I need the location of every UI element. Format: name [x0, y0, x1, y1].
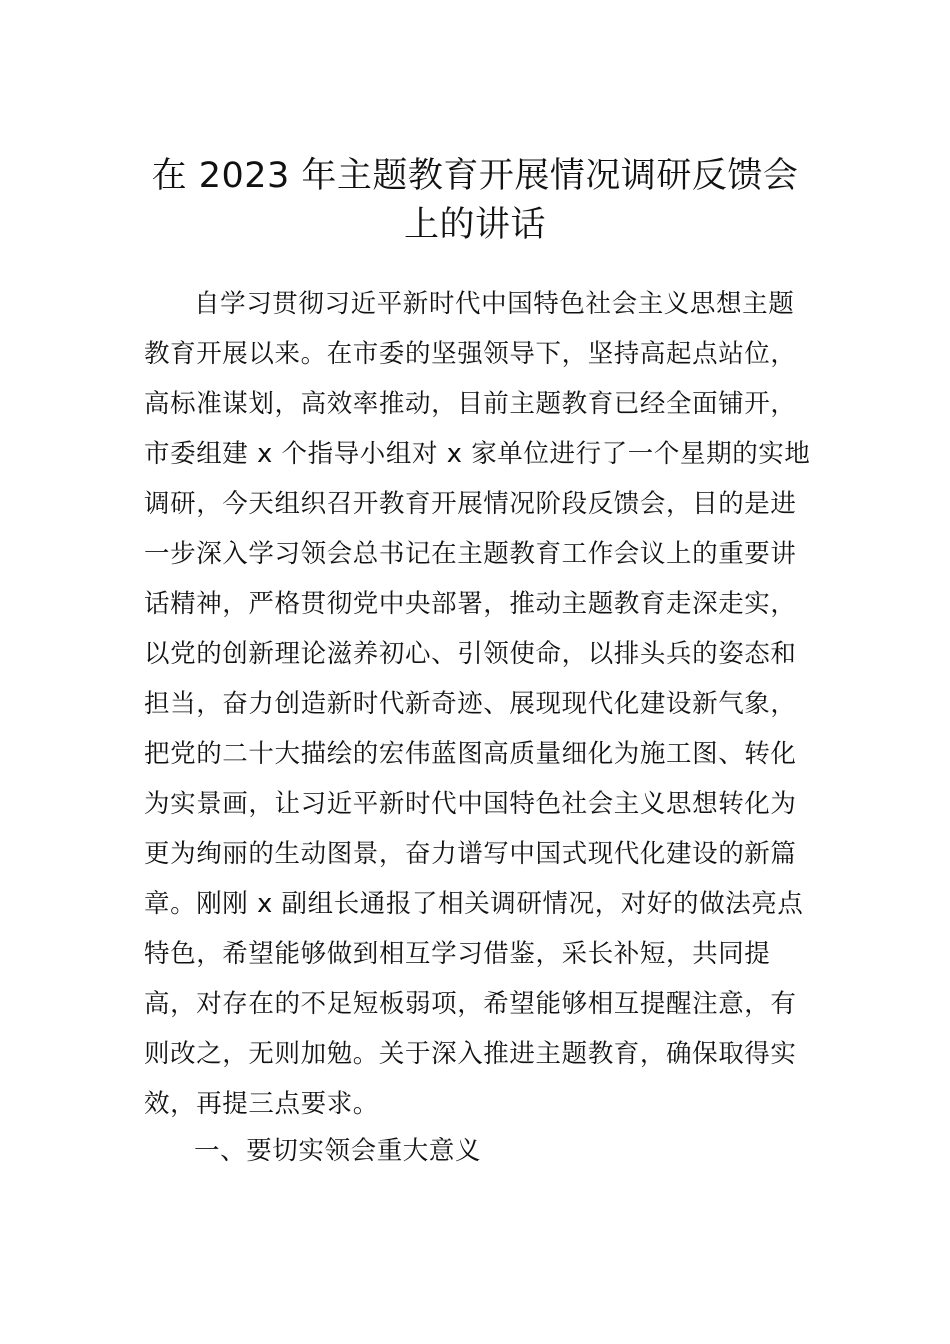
paragraph-line: 则改之，无则加勉。关于深入推进主题教育，确保取得实 [144, 1039, 797, 1069]
paragraph-line: 效，再提三点要求。 [144, 1089, 379, 1119]
paragraph-line: 担当，奋力创造新时代新奇迹、展现现代化建设新气象， [144, 689, 797, 719]
intro-paragraph [144, 279, 814, 1129]
paragraph-line: 特色，希望能够做到相互学习借鉴，采长补短，共同提 [144, 939, 771, 969]
paragraph-line: 章。刚刚 x 副组长通报了相关调研情况，对好的做法亮点 [144, 889, 804, 919]
paragraph-line: 以党的创新理论滋养初心、引领使命，以排头兵的姿态和 [144, 639, 797, 669]
paragraph-line: 话精神，严格贯彻党中央部署，推动主题教育走深走实， [144, 589, 797, 619]
section-heading: 一、要切实领会重大意义 [194, 1136, 482, 1166]
title-line: 在 2023 年主题教育开展情况调研反馈会 [151, 156, 799, 196]
paragraph-line: 高标准谋划，高效率推动，目前主题教育已经全面铺开， [144, 389, 797, 419]
title-line: 上的讲话 [403, 205, 546, 245]
paragraph-line: 更为绚丽的生动图景，奋力谱写中国式现代化建设的新篇 [144, 839, 797, 869]
paragraph-line: 自学习贯彻习近平新时代中国特色社会主义思想主题 [194, 289, 795, 319]
paragraph-line: 教育开展以来。在市委的坚强领导下，坚持高起点站位， [144, 339, 797, 369]
paragraph-line: 调研，今天组织召开教育开展情况阶段反馈会，目的是进 [144, 489, 797, 519]
paragraph-line: 把党的二十大描绘的宏伟蓝图高质量细化为施工图、转化 [144, 739, 797, 769]
paragraph-line: 高，对存在的不足短板弱项，希望能够相互提醒注意，有 [144, 989, 797, 1019]
paragraph-line: 一步深入学习领会总书记在主题教育工作会议上的重要讲 [144, 539, 797, 569]
paragraph-line: 为实景画，让习近平新时代中国特色社会主义思想转化为 [144, 789, 797, 819]
paragraph-line: 市委组建 x 个指导小组对 x 家单位进行了一个星期的实地 [144, 439, 811, 469]
document-title [120, 152, 830, 250]
